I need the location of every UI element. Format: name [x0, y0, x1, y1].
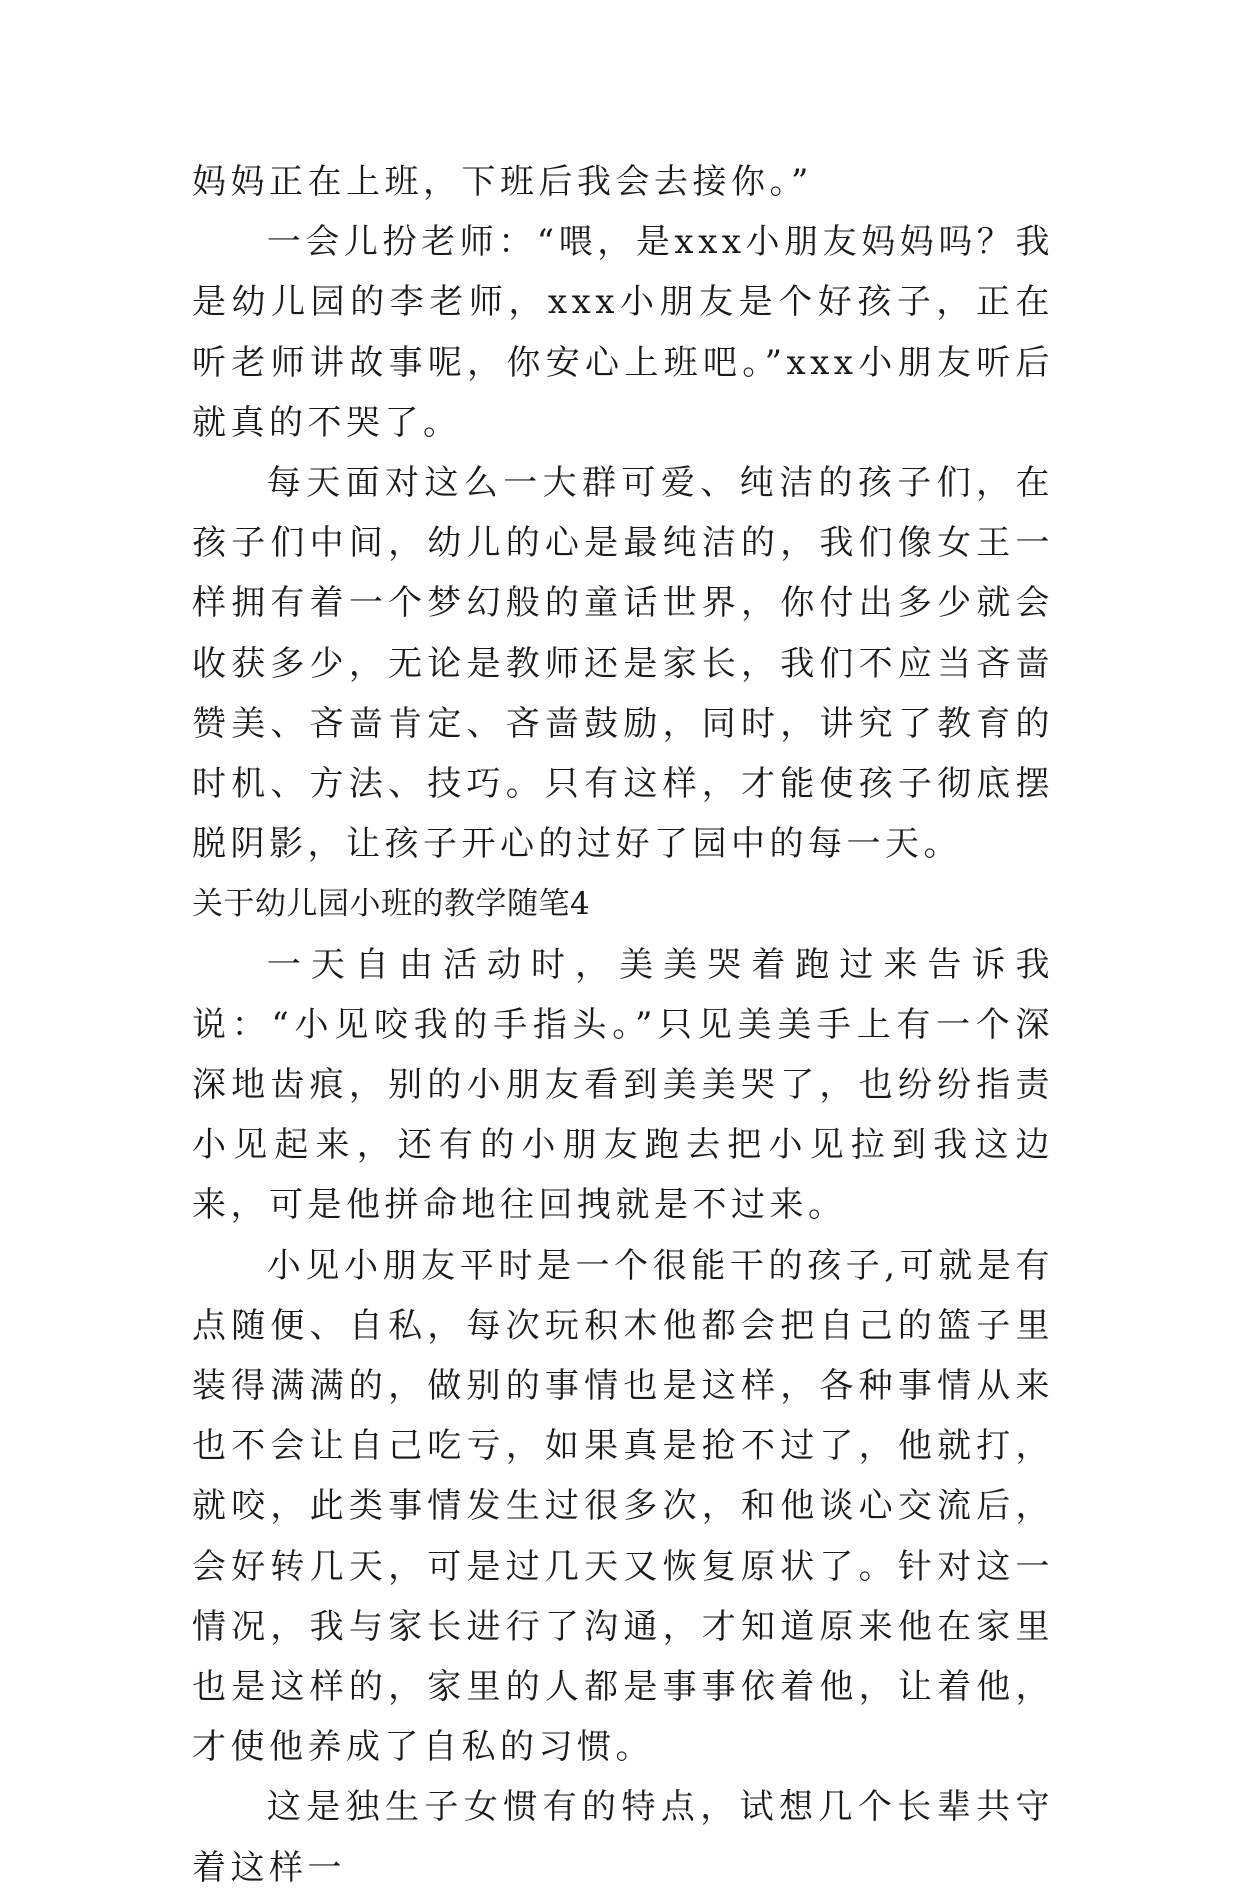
paragraph-reflection: 每天面对这么一大群可爱、纯洁的孩子们，在孩子们中间，幼儿的心是最纯洁的，我们像女王一样拥有着一个梦幻般的童话世界，你付出多少就会收获多少，无论是教师还是家长，我们不应当吝啬赞美、吝啬肯定、吝啬鼓励，同时，讲究了教育的时机、方法、技巧。只有这样，才能使孩子彻底摆脱阴影，让孩子开心的过好了园中的每一天。: [192, 463, 1054, 865]
document-page: [192, 152, 1054, 1898]
paragraph-teacher-call: 一会儿扮老师：“喂，是xxx小朋友妈妈吗？我是幼儿园的李老师，xxx小朋友是个好孩子，正在听老师讲故事呢，你安心上班吧。”xxx小朋友听后就真的不哭了。: [192, 222, 1054, 443]
paragraph-biting-incident: 一天自由活动时，美美哭着跑过来告诉我说：“小见咬我的手指头。”只见美美手上有一个深深地齿痕，别的小朋友看到美美哭了，也纷纷指责小见起来，还有的小朋友跑去把小见拉到我这边来，可是他拼命地往回拽就是不过来。: [192, 944, 1054, 1226]
paragraph-only-child: 这是独生子女惯有的特点，试想几个长辈共守着这样一: [192, 1787, 1054, 1888]
paragraph-continuation: 妈妈正在上班，下班后我会去接你。”: [192, 162, 813, 202]
section-heading: 关于幼儿园小班的教学随笔4: [192, 886, 591, 923]
paragraph-child-behavior: 小见小朋友平时是一个很能干的孩子,可就是有点随便、自私，每次玩积木他都会把自己的篮子里装得满满的，做别的事情也是这样，各种事情从来也不会让自己吃亏，如果真是抢不过了，他就打，就咬，此类事情发生过很多次，和他谈心交流后，会好转几天，可是过几天又恢复原状了。针对这一情况，我与家长进行了沟通，才知道原来他在家里也是这样的，家里的人都是事事依着他，让着他，才使他养成了自私的习惯。: [192, 1245, 1054, 1768]
